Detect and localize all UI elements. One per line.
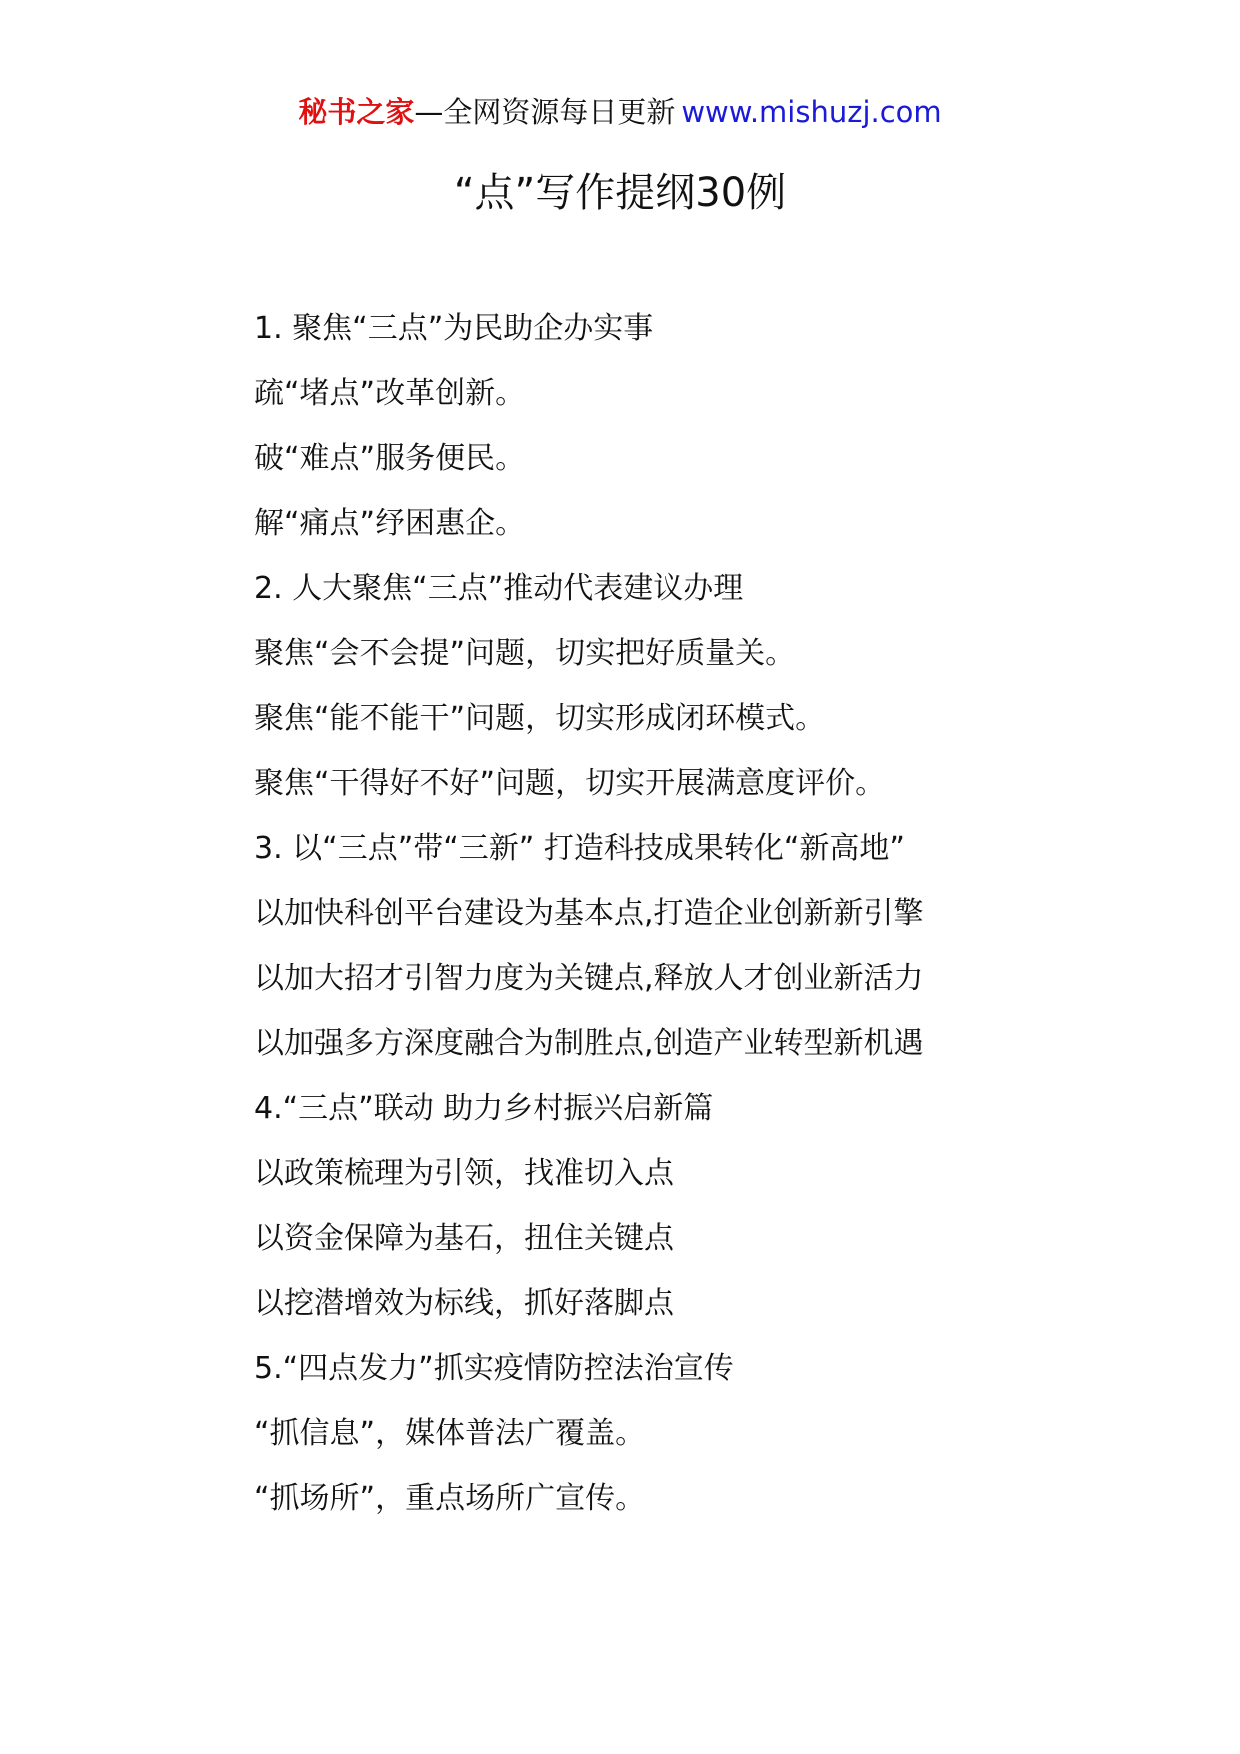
brand-name: 秘书之家 <box>298 95 415 129</box>
item-4-point-2: 以资金保障为基石，扭住关键点 <box>254 1221 674 1256</box>
site-url-link[interactable]: www.mishuzj.com <box>681 95 942 129</box>
item-2-point-3: 聚焦“干得好不好”问题，切实开展满意度评价。 <box>254 766 886 801</box>
item-1-point-3: 解“痛点”纾困惠企。 <box>254 506 526 541</box>
item-2-heading: 2. 人大聚焦“三点”推动代表建议办理 <box>254 571 744 606</box>
item-3-point-2: 以加大招才引智力度为关键点,释放人才创业新活力 <box>254 961 924 996</box>
item-4-point-3: 以挖潜增效为标线，抓好落脚点 <box>254 1286 674 1321</box>
item-2-point-2: 聚焦“能不能干”问题，切实形成闭环模式。 <box>254 701 826 736</box>
document-title: “点”写作提纲30例 <box>453 170 787 216</box>
item-4-heading: 4.“三点”联动 助力乡村振兴启新篇 <box>254 1091 714 1126</box>
item-1-heading: 1. 聚焦“三点”为民助企办实事 <box>254 311 654 346</box>
item-5-point-1: “抓信息”，媒体普法广覆盖。 <box>254 1416 646 1451</box>
header-tagline: —全网资源每日更新 <box>414 95 676 129</box>
item-5-point-2: “抓场所”，重点场所广宣传。 <box>254 1481 646 1516</box>
document-body <box>187 296 1067 1531</box>
site-header <box>0 92 1240 132</box>
item-2-point-1: 聚焦“会不会提”问题，切实把好质量关。 <box>254 636 796 671</box>
item-3-point-3: 以加强多方深度融合为制胜点,创造产业转型新机遇 <box>254 1026 924 1061</box>
item-3-point-1: 以加快科创平台建设为基本点,打造企业创新新引擎 <box>254 896 924 931</box>
item-1-point-1: 疏“堵点”改革创新。 <box>254 376 526 411</box>
item-1-point-2: 破“难点”服务便民。 <box>254 441 526 476</box>
item-3-heading: 3. 以“三点”带“三新” 打造科技成果转化“新高地” <box>254 831 905 866</box>
item-4-point-1: 以政策梳理为引领，找准切入点 <box>254 1156 674 1191</box>
item-5-heading: 5.“四点发力”抓实疫情防控法治宣传 <box>254 1351 734 1386</box>
